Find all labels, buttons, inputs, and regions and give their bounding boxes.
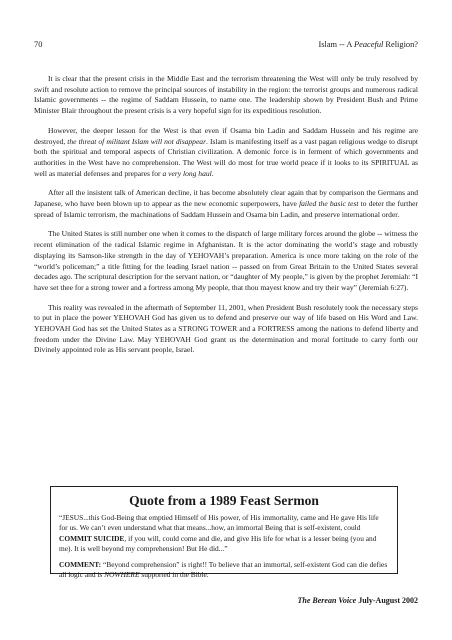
paragraph-3: After all the insistent talk of American decline, it has become absolutely clear again that by comparison the Germans and Japanese, who have been blown up to appear as the new economic superpowers, have failed the basic test to deter the further spread of Islamic terrorism, the machinations of Saddam Hussein and Osama bin Ladin, and preserve international order. bbox=[34, 188, 418, 219]
paragraph-4: The United States is still number one when it comes to the dispatch of large military forces around the globe -- witness the recent elimination of the radical Islamic regime in Afghanistan. It is the actor dominating the world’s stage and robustly displaying its Samson-like strength in the day of YEHOVAH’s preparation. America is once more taking on the role of the “world’s policeman;” a title fitting for the leading Israel nation -- passed on from Great Britain to the United States several decades ago. The scriptural description for the servant nation, or “daughter of My people,” is given by the prophet Jeremiah: “I have set thee for a strong tower and a fortress among My people, that thou mayest know and try their way” (Jeremiah 6:27). bbox=[34, 229, 418, 292]
quote-title: Quote from a 1989 Feast Sermon bbox=[129, 493, 319, 508]
quote-box bbox=[50, 486, 398, 580]
page-number: 70 bbox=[34, 40, 43, 49]
paragraph-2: However, the deeper lesson for the West is that even if Osama bin Ladin and Saddam Hussein and his regime are destroyed, the threat of militant Islam will not disappear. Islam is manifesting itself as a vast pagan religious wedge to disrupt both the spiritual and temporal aspects of Christian civilization. A demonic force is in ferment of which governments and authorities in the West have no comprehension. The West will do most for true world peace if it looks to its SPIRITUAL as well as material defenses and prepares for a very long haul. bbox=[34, 125, 418, 178]
paragraph-1: It is clear that the present crisis in the Middle East and the terrorism threatening the West will only be truly resolved by swift and resolute action to remove the principal sources of instability in the region: the terrorist groups and numerous radical Islamic governments -- the regime of Saddam Hussein, to name one. The leadership shown by President Bush and Prime Minister Blair throughout the present crisis is a very hopeful sign for its expeditious resolution. bbox=[34, 74, 418, 116]
magazine-name: The Berean Voice bbox=[297, 596, 357, 605]
page-footer bbox=[298, 596, 418, 605]
issue-date: July-August 2002 bbox=[356, 596, 418, 605]
page-header bbox=[34, 40, 418, 49]
running-title: Islam -- A Peaceful Religion? bbox=[318, 40, 418, 49]
quote-text: “JESUS...this God-Being that emptied Himself of His power, of His immortality, came and He gave His life for us. We can’t even understand what that means...how, an immortal Being that is self-existent, could COMMIT SUICIDE, if you will, could come and die, and give His life for what is a lesser being (you and me). It is well beyond my comprehension! But He did...” bbox=[59, 513, 379, 554]
paragraph-5: This reality was revealed in the aftermath of September 11, 2001, when President Bush resolutely took the necessary steps to put in place the power YEHOVAH God has given us to defend and preserve our way of life based on His Word and Law. YEHOVAH God has set the United States as a STRONG TOWER and a FORTRESS among the nations to defend liberty and freedom under the Divine Law. May YEHOVAH God grant us the determination and moral fortitude to carry forth our Divinely appointed role as His servant people, Israel. bbox=[34, 302, 418, 355]
article-body bbox=[34, 74, 418, 365]
quote-comment: COMMENT: “Beyond comprehension” is right!! To believe that an immortal, self-existent God can die defies all logic and is NOWHERE supported in the Bible. bbox=[59, 559, 388, 580]
